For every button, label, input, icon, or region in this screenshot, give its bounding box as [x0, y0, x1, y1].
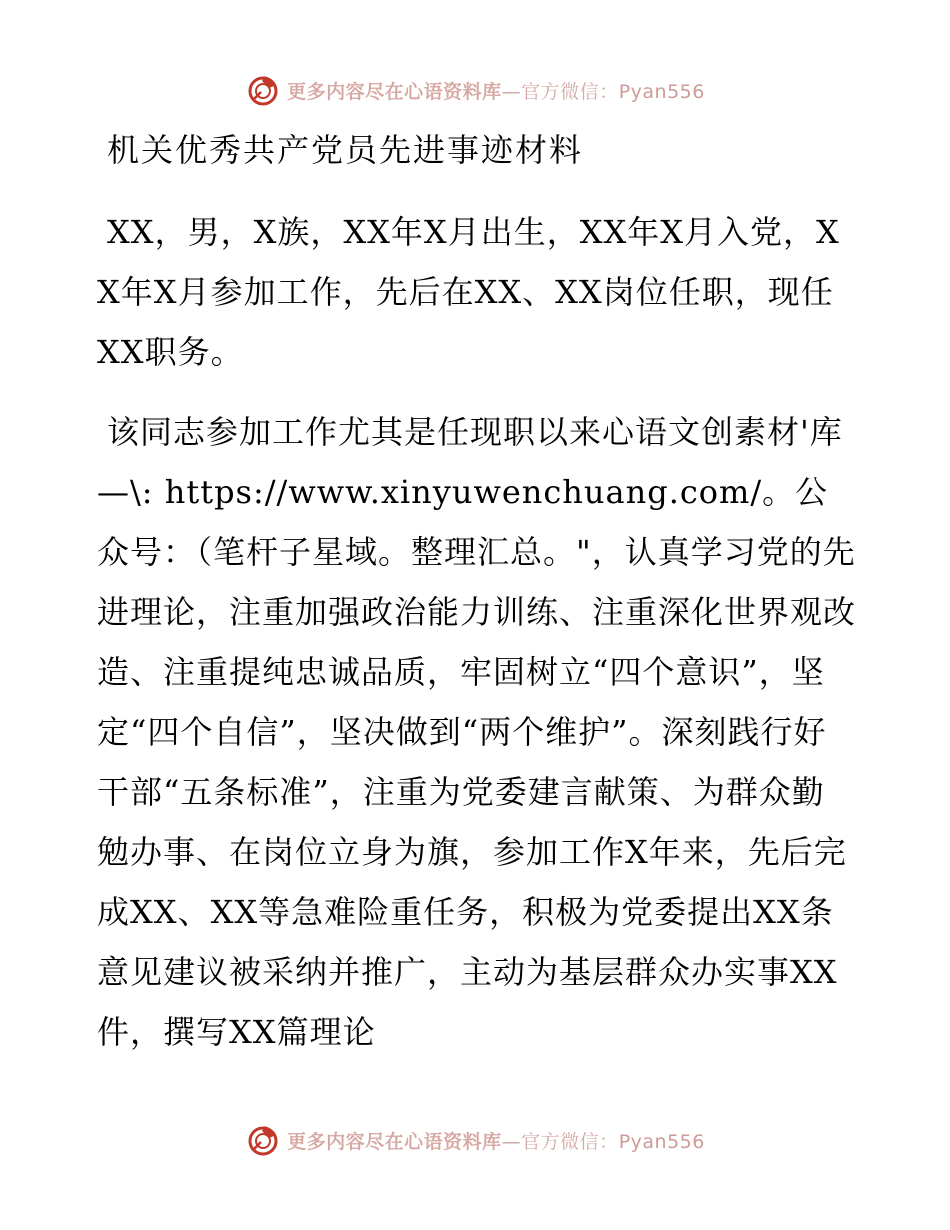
header-banner-text	[287, 77, 705, 104]
footer-banner-text	[287, 1127, 705, 1154]
footer-wechat-label: 官方微信：	[521, 1130, 619, 1153]
header-separator: —	[501, 80, 522, 103]
footer-site-text: 更多内容尽在心语资料库	[287, 1130, 502, 1153]
document-body	[97, 120, 857, 1062]
header-site-text: 更多内容尽在心语资料库	[287, 80, 502, 103]
header-wechat-label: 官方微信：	[521, 80, 619, 103]
document-title: 机关优秀共产党员先进事迹材料	[107, 131, 584, 169]
pen-logo-icon	[245, 72, 281, 108]
footer-separator: —	[501, 1130, 522, 1153]
footer-wechat-id: Pyan556	[618, 1130, 705, 1153]
pen-logo-icon	[245, 1122, 281, 1158]
footer-watermark-banner	[0, 1120, 950, 1160]
header-wechat-id: Pyan556	[618, 80, 705, 103]
paragraph-1: XX，男，X族，XX年X月出生，XX年X月入党，XX年X月参加工作，先后在XX、XX岗位任职，现任XX职务。	[97, 213, 840, 371]
paragraph-2: 该同志参加工作尤其是任现职以来心语文创素材'库—\: https://www.xinyuwenchuang.com/。公众号：（笔杆子星域。整理汇总。"，认真学习党的先进理论，注重加强政治能力训练、注重深化世界观改造、注重提纯忠诚品质，牢固树立“四个意识”，坚定“四个自信”，坚决做到“两个维护”。深刻践行好干部“五条标准”，注重为党委建言献策、为群众勤勉办事、在岗位立身为旗，参加工作X年来，先后完成XX、XX等急难险重任务，积极为党委提出XX条意见建议被采纳并推广，主动为基层群众办实事XX件，撰写XX篇理论	[97, 413, 857, 1051]
header-watermark-banner	[0, 70, 950, 110]
